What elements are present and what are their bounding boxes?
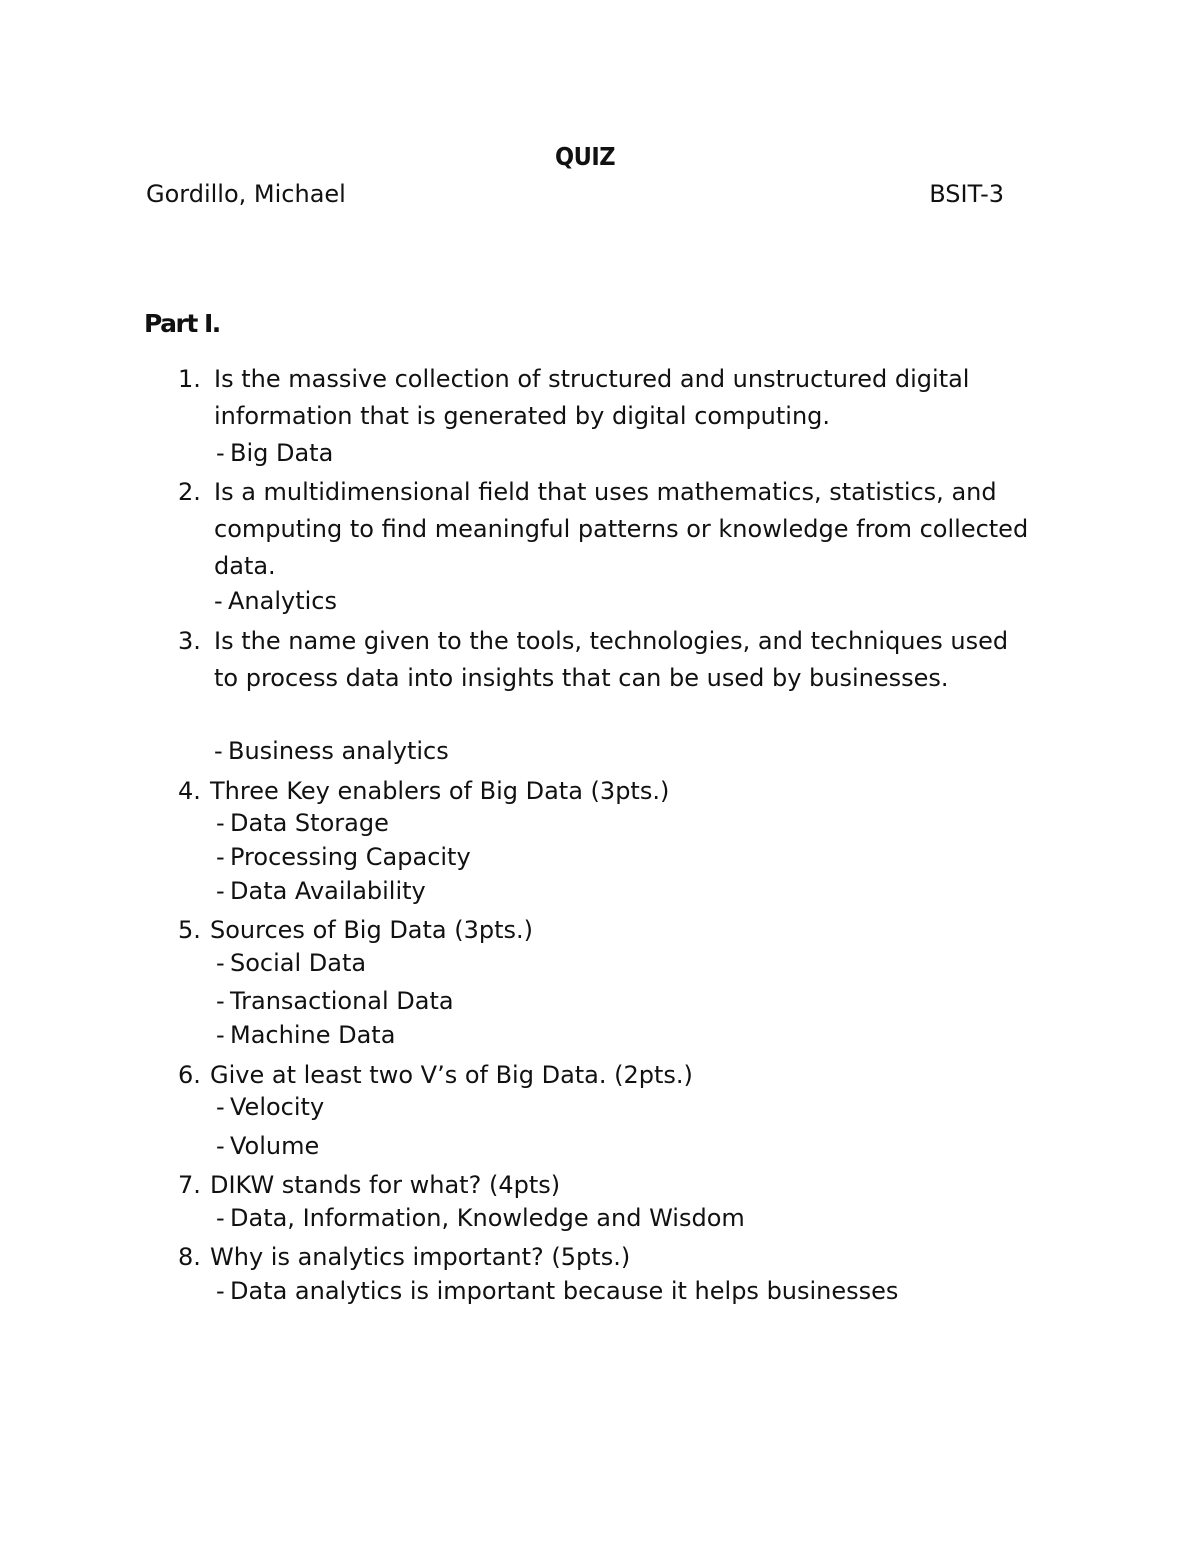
answer-text: Data Availability bbox=[230, 877, 426, 905]
answer-item bbox=[216, 877, 426, 905]
answer-text: Analytics bbox=[228, 587, 337, 615]
answer-text: Machine Data bbox=[230, 1021, 396, 1049]
answer-dash: - bbox=[216, 949, 225, 977]
question-number: 4. bbox=[178, 777, 201, 805]
answer-dash: - bbox=[216, 843, 225, 871]
question-number: 8. bbox=[178, 1243, 201, 1271]
answer-dash: - bbox=[216, 809, 225, 837]
answer-item bbox=[216, 843, 471, 871]
question-text: Three Key enablers of Big Data (3pts.) bbox=[210, 777, 670, 805]
answer-dash: - bbox=[216, 987, 225, 1015]
question-text: DIKW stands for what? (4pts) bbox=[210, 1171, 561, 1199]
answer-text: Data, Information, Knowledge and Wisdom bbox=[230, 1204, 745, 1232]
question-number: 3. bbox=[178, 627, 201, 655]
answer-dash: - bbox=[216, 439, 225, 467]
answer-text: Velocity bbox=[230, 1093, 325, 1121]
answer-item bbox=[216, 987, 454, 1015]
question-number: 1. bbox=[178, 365, 201, 393]
answer-item bbox=[216, 1132, 319, 1160]
answer-dash: - bbox=[216, 1021, 225, 1049]
answer-item bbox=[216, 439, 333, 467]
answer-dash: - bbox=[216, 877, 225, 905]
answer-text: Transactional Data bbox=[230, 987, 454, 1015]
student-section: BSIT-3 bbox=[929, 180, 1004, 208]
answer-dash: - bbox=[216, 1204, 225, 1232]
question-text: Is the name given to the tools, technologies, and techniques used to process data into insights that can be used by businesses. bbox=[214, 627, 1009, 692]
page-title: QUIZ bbox=[554, 142, 616, 171]
question-number: 5. bbox=[178, 916, 201, 944]
answer-item bbox=[214, 587, 337, 615]
answer-dash: - bbox=[214, 587, 223, 615]
answer-item bbox=[216, 809, 389, 837]
answer-text: Processing Capacity bbox=[230, 843, 471, 871]
question-text: Give at least two V’s of Big Data. (2pts.) bbox=[210, 1061, 693, 1089]
answer-text: Business analytics bbox=[228, 737, 449, 765]
answer-item bbox=[216, 1204, 745, 1232]
answer-text: Data Storage bbox=[230, 809, 389, 837]
answer-text: Big Data bbox=[230, 439, 334, 467]
question-text: Why is analytics important? (5pts.) bbox=[210, 1243, 631, 1271]
part-heading: Part I. bbox=[144, 309, 220, 338]
answer-item bbox=[216, 1277, 898, 1305]
answer-dash: - bbox=[216, 1277, 225, 1305]
answer-text: Social Data bbox=[230, 949, 367, 977]
answer-item bbox=[216, 1093, 324, 1121]
answer-item bbox=[216, 949, 366, 977]
answer-text: Data analytics is important because it helps businesses bbox=[230, 1277, 899, 1305]
question-text: Is the massive collection of structured and unstructured digital information that is generated by digital computing. bbox=[214, 365, 970, 430]
question-number: 2. bbox=[178, 478, 201, 506]
student-name: Gordillo, Michael bbox=[146, 180, 346, 208]
answer-dash: - bbox=[214, 737, 223, 765]
question-text: Sources of Big Data (3pts.) bbox=[210, 916, 534, 944]
question-number: 7. bbox=[178, 1171, 201, 1199]
question-number: 6. bbox=[178, 1061, 201, 1089]
answer-text: Volume bbox=[230, 1132, 320, 1160]
question-text: Is a multidimensional field that uses mathematics, statistics, and computing to find meaningful patterns or knowledge from collected data. bbox=[214, 478, 1029, 580]
answer-item bbox=[216, 1021, 395, 1049]
answer-dash: - bbox=[216, 1093, 225, 1121]
answer-item bbox=[214, 737, 449, 765]
answer-dash: - bbox=[216, 1132, 225, 1160]
